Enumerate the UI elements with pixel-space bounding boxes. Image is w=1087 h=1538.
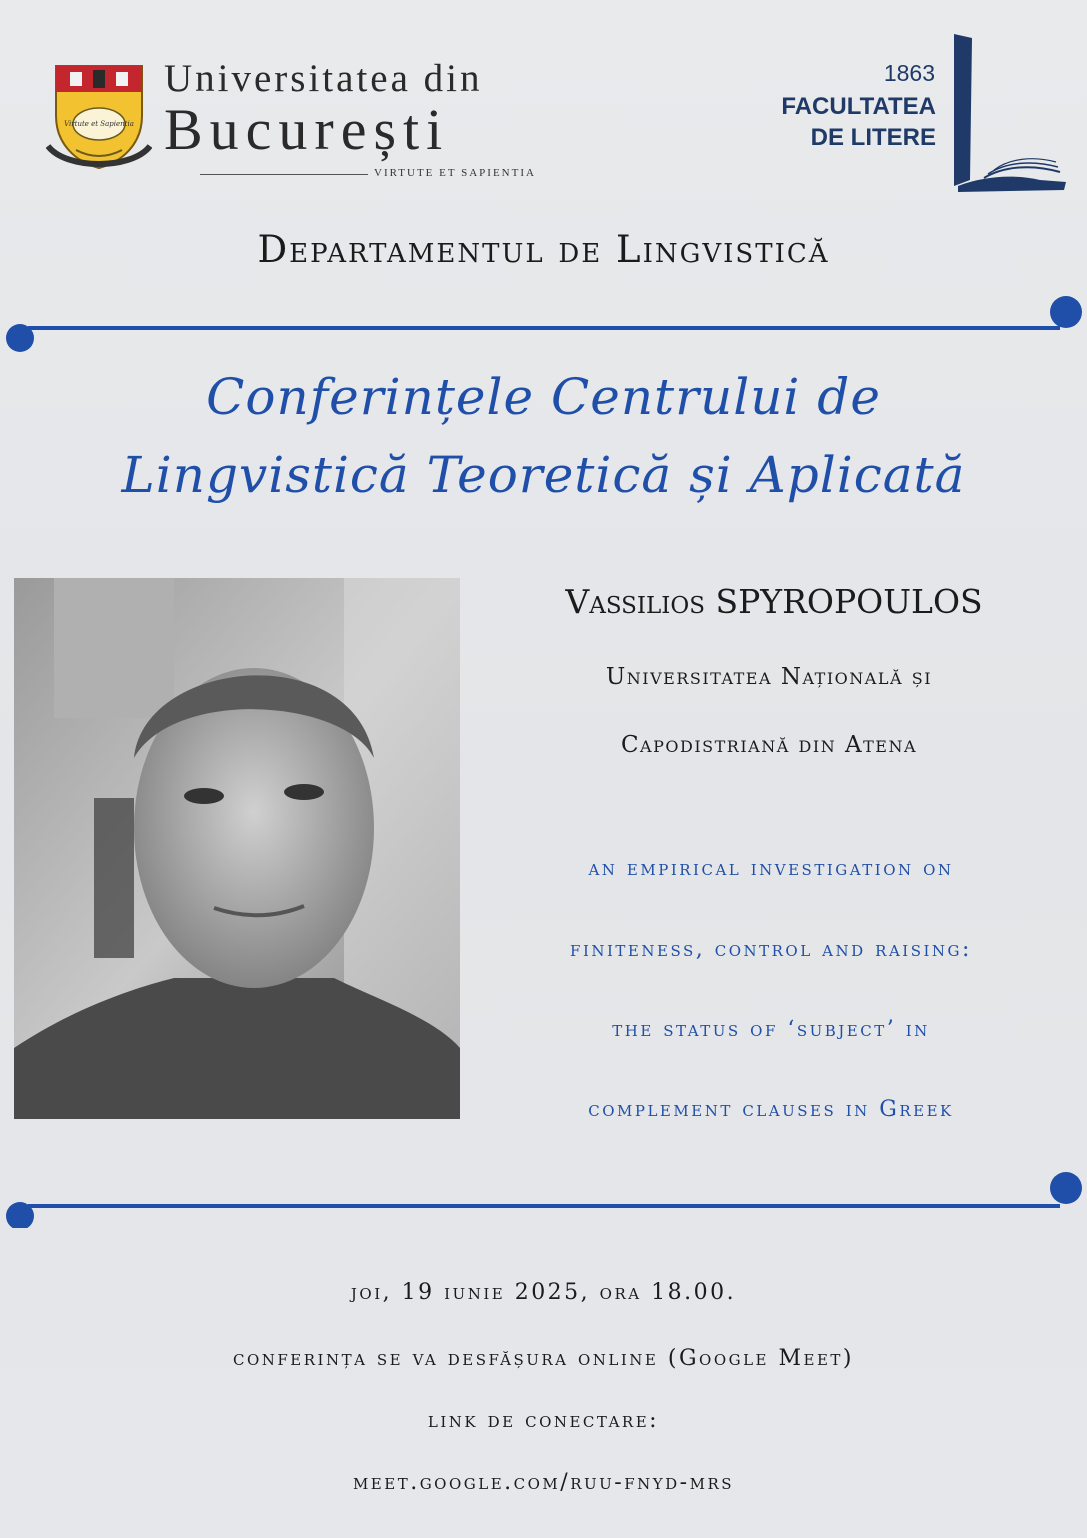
speaker-affiliation-line2: Capodistriană din Atena [620, 732, 918, 758]
university-name-line2: București [164, 97, 450, 162]
event-meet-link[interactable]: meet.google.com/ruu-fnyd-mrs [352, 1470, 735, 1495]
motto-rule [200, 174, 368, 175]
speaker-affiliation-line1: Universitatea Națională și [605, 664, 933, 690]
university-crest-logo [46, 58, 152, 170]
event-date: joi, 19 iunie 2025, ora 18.00. [350, 1280, 737, 1305]
bottom-divider [0, 1168, 1087, 1228]
talk-title-line1: an empirical investigation on [588, 856, 954, 881]
faculty-book-logo-icon [944, 30, 1070, 194]
top-divider [0, 292, 1087, 352]
event-link-label: link de conectare: [427, 1408, 660, 1433]
series-title-line1: Conferințele Centrului de [206, 368, 881, 426]
speaker-photo [14, 578, 460, 1119]
talk-title-line2: finiteness, control and raising: [570, 937, 972, 962]
talk-title-line3: the status of ‘subject’ in [612, 1017, 930, 1042]
university-motto: VIRTUTE ET SAPIENTIA [374, 167, 536, 179]
university-name-line1: Universitatea din [164, 57, 483, 100]
event-format: conferința se va desfășura online (Google Meet) [232, 1346, 855, 1371]
faculty-name-line2: DE LITERE [810, 124, 936, 151]
faculty-name-line1: FACULTATEA [781, 93, 936, 120]
series-title-line2: Lingvistică Teoretică și Aplicată [121, 446, 966, 504]
faculty-year: 1863 [883, 60, 935, 86]
speaker-name: Vassilios SPYROPOULOS [565, 582, 983, 621]
talk-title-line4: complement clauses in Greek [588, 1097, 954, 1122]
crest-lettering: Virtute et Sapientia [64, 120, 134, 128]
department-title: Departamentul de Lingvistică [257, 228, 830, 271]
